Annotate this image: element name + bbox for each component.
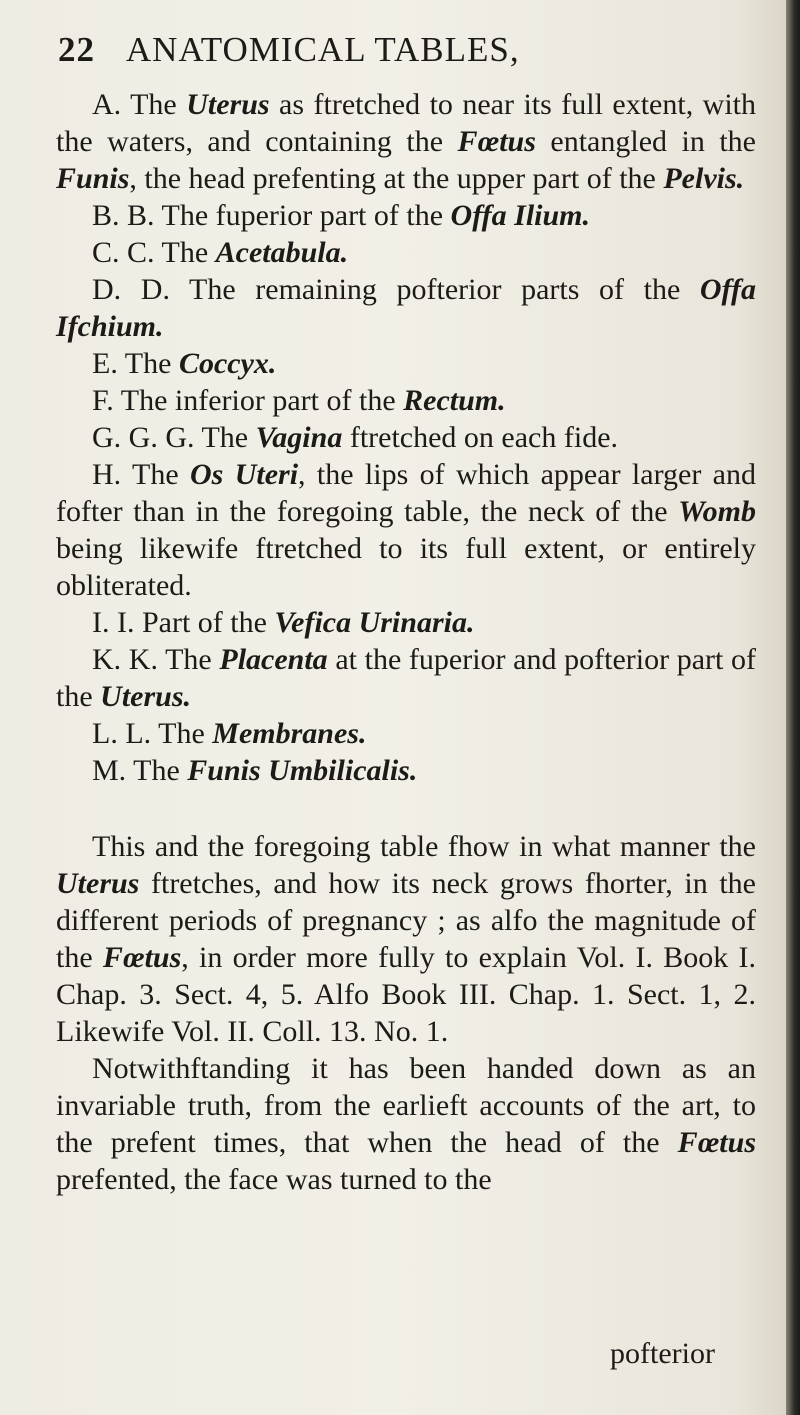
text-run: This and the foregoing table fhow in what manner the [92, 830, 756, 863]
italic-term: Vagina [255, 421, 343, 454]
text-run: Notwithftanding it has been handed down as an invariable truth, from the earlieft accounts of the art, to the prefent times, that when the head of the [56, 1052, 756, 1159]
text-run: , the lips of which appear larger and fofter than in the foregoing table, the neck of the [56, 458, 756, 528]
key-label: A. [92, 88, 122, 121]
key-entry [56, 604, 756, 641]
text-run: The remaining pofterior parts of the [169, 273, 700, 306]
italic-term: Offa Ilium. [450, 199, 591, 232]
key-entry [56, 86, 756, 197]
key-entry [56, 345, 756, 382]
italic-term: Placenta [219, 643, 328, 676]
text-run: prefented, the face was turned to the [56, 1163, 492, 1196]
key-label: H. [92, 458, 122, 491]
text-run: The inferior part of the [113, 384, 404, 417]
key-label: C. C. [92, 236, 155, 269]
text-run: The [154, 236, 216, 269]
italic-term: Uterus [56, 867, 140, 900]
key-label: K. K. [92, 643, 158, 676]
italic-term: Womb [678, 495, 756, 528]
section-gap [56, 789, 756, 828]
text-run: as ftretched to near its full extent, with the waters, and containing the [56, 88, 756, 158]
key-entry [56, 419, 756, 456]
text-run: The [121, 458, 190, 491]
key-entry [56, 197, 756, 234]
text-run: The fuperior part of the [154, 199, 451, 232]
italic-term: Fœtus [102, 941, 182, 974]
key-entry [56, 715, 756, 752]
text-run: The [194, 421, 256, 454]
body-paragraph [56, 1050, 756, 1198]
body-paragraph [56, 828, 756, 1050]
text-run: The [117, 347, 179, 380]
italic-term: Vefica Urinaria. [274, 606, 475, 639]
page-number: 22 [58, 30, 95, 69]
italic-term: Pelvis. [663, 162, 745, 195]
key-label: F. [92, 384, 114, 417]
text-run: The [151, 717, 213, 750]
body-text [56, 86, 756, 1198]
text-run: at the fuperior and pofterior part of the [56, 643, 756, 713]
key-label: M. [92, 754, 127, 787]
italic-term: Funis [56, 162, 130, 195]
key-entry [56, 752, 756, 789]
italic-term: Os Uteri [190, 458, 299, 491]
text-run: ftretches, and how its neck grows fhorter, in the different periods of pregnancy ; as alfo the magnitude of the [56, 867, 756, 974]
italic-term: Acetabula. [215, 236, 349, 269]
key-entry [56, 234, 756, 271]
key-entry [56, 641, 756, 715]
text-run: The [126, 754, 188, 787]
text-run: entangled in the [535, 125, 756, 158]
text-run: being likewife ftretched to its full extent, or entirely obliterated. [56, 532, 756, 602]
text-run: , the head prefenting at the upper part of the [129, 162, 664, 195]
text-run: Part of the [134, 606, 275, 639]
key-label: B. B. [92, 199, 155, 232]
running-header [58, 30, 758, 70]
italic-term: Fœtus [677, 1126, 756, 1159]
key-label: D. D. [92, 273, 170, 306]
key-label: I. I. [92, 606, 135, 639]
key-entry [56, 382, 756, 419]
text-run: , in order more fully to explain Vol. I. Book I. Chap. 3. Sect. 4, 5. Alfo Book III. Chap. 1. Sect. 1, 2. Likewife Vol. II. Coll. 13. No. 1. [56, 941, 756, 1048]
italic-term: Uterus. [100, 680, 192, 713]
italic-term: Rectum. [403, 384, 506, 417]
key-entry [56, 271, 756, 345]
key-entry [56, 456, 756, 604]
text-run: ftretched on each fide. [342, 421, 619, 454]
running-title: ANATOMICAL TABLES, [125, 30, 520, 69]
key-label: G. G. G. [92, 421, 195, 454]
key-label: L. L. [92, 717, 152, 750]
italic-term: Uterus [186, 88, 270, 121]
catchword: pofterior [610, 1337, 715, 1370]
text-run: The [121, 88, 187, 121]
italic-term: Membranes. [212, 717, 367, 750]
italic-term: Fœtus [457, 125, 536, 158]
italic-term: Funis Umbilicalis. [187, 754, 418, 787]
italic-term: Offa Ifchium. [56, 273, 756, 343]
italic-term: Coccyx. [178, 347, 277, 380]
text-run: The [157, 643, 220, 676]
book-spine-shadow [786, 0, 800, 1415]
key-label: E. [92, 347, 118, 380]
